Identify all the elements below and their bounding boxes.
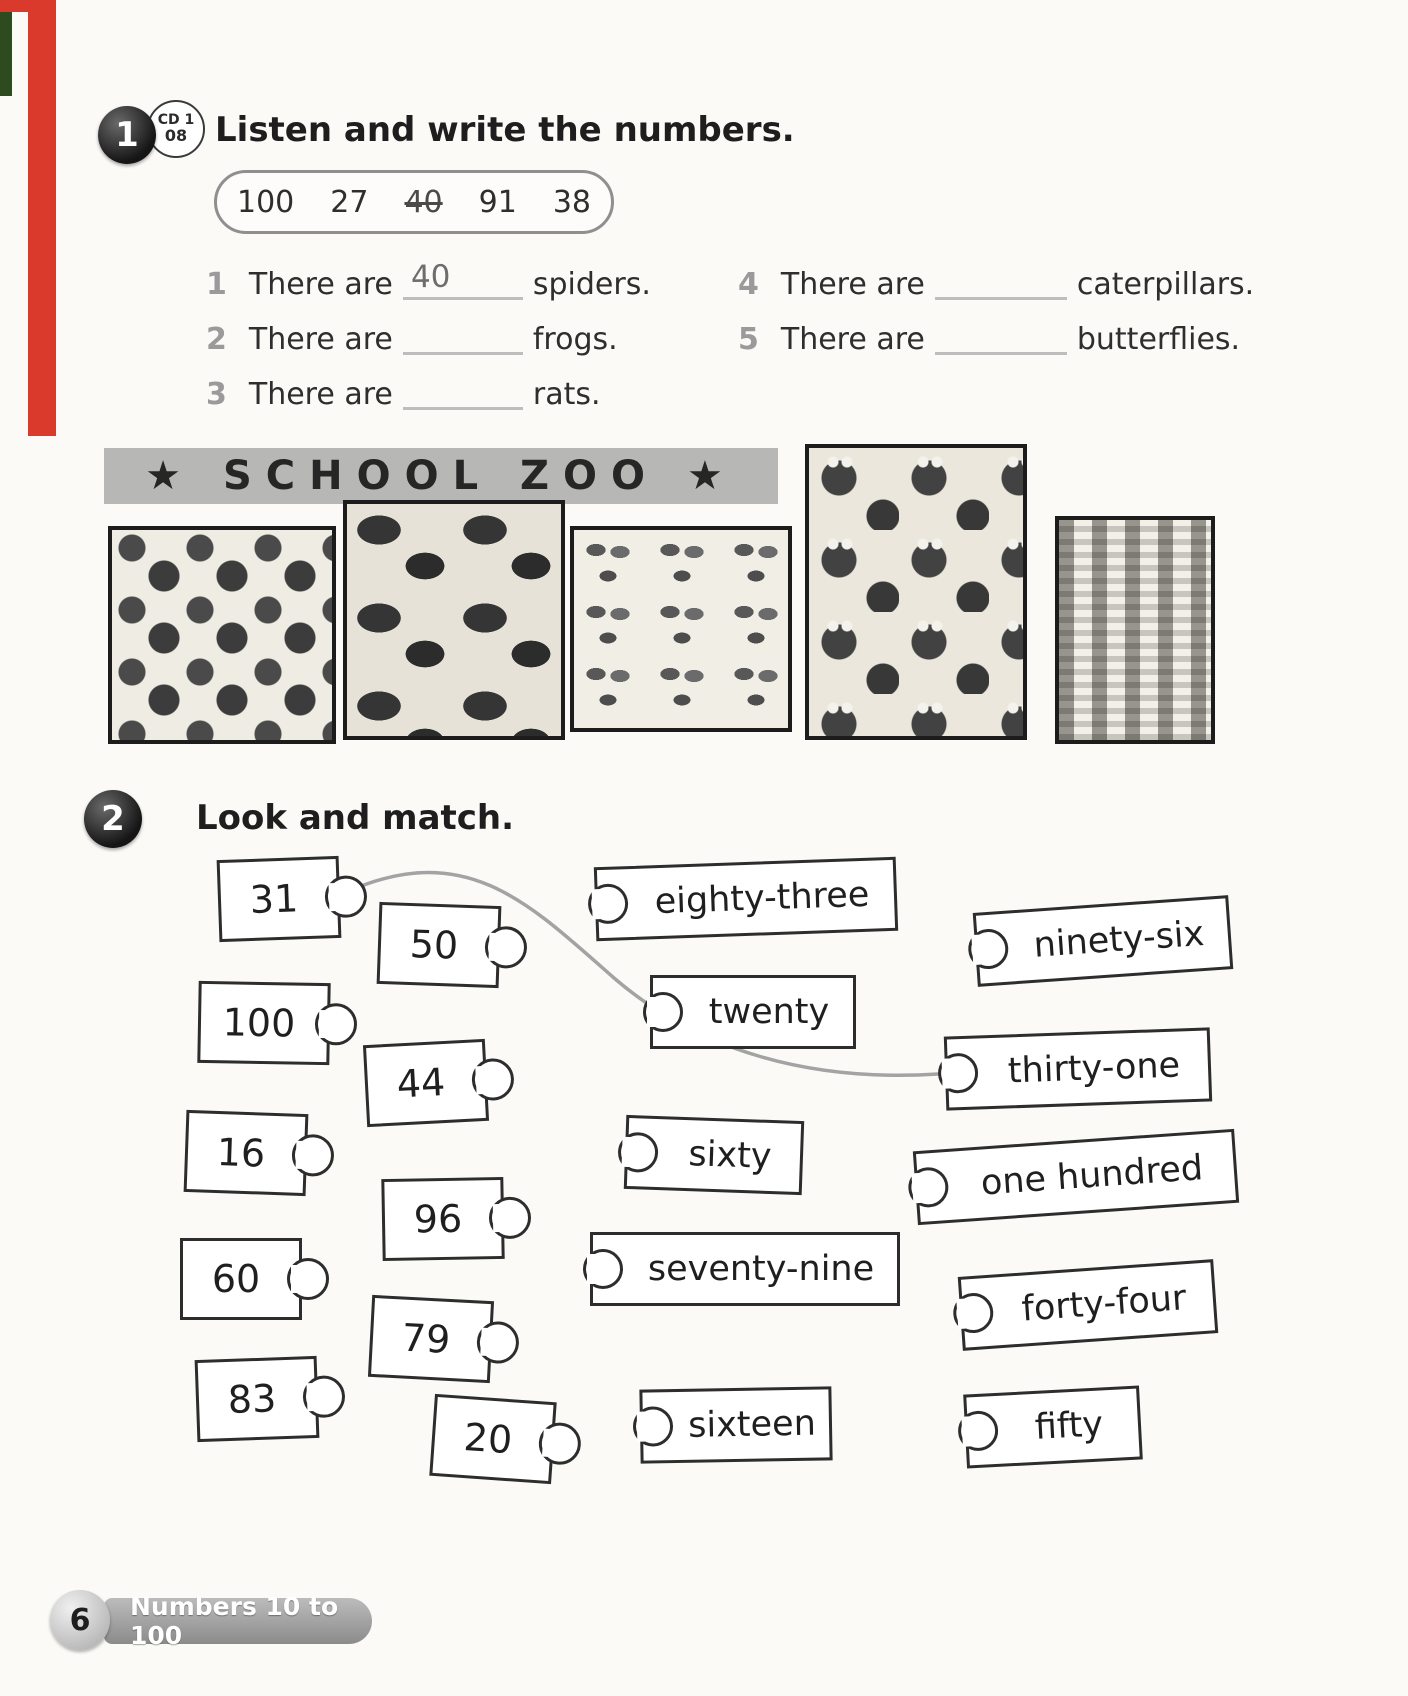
word-piece-fifty[interactable] [963,1385,1143,1468]
question-text: frogs. [532,322,618,357]
word-piece-label: fifty [1033,1404,1105,1448]
zoo-banner-text: ★ SCHOOL ZOO ★ [145,453,737,499]
footer-bar [104,1592,372,1650]
number-piece-20[interactable] [429,1394,556,1484]
question-text: There are [248,267,393,302]
zoo-banner [104,448,778,504]
word-piece-forty-four[interactable] [958,1259,1219,1351]
question-text: caterpillars. [1076,267,1255,302]
question-number: 5 [738,322,759,357]
question-5 [738,319,1240,357]
question-number: 3 [206,377,227,412]
word-bank-number: 27 [330,184,369,220]
page-number-label: 6 [69,1602,91,1638]
number-piece-79[interactable] [368,1295,494,1383]
number-piece-44[interactable] [363,1039,489,1127]
exercise-1-number: 1 [115,115,139,155]
page-edge-green [0,0,12,96]
number-piece-label: 60 [211,1257,261,1301]
answer-blank-3[interactable] [403,374,523,410]
cd-icon [147,100,205,158]
answer-blank-4[interactable] [935,264,1067,300]
rats-image [343,500,565,740]
word-piece-label: ninety-six [1032,913,1206,966]
number-piece-label: 79 [400,1315,452,1362]
number-piece-label: 20 [462,1415,514,1463]
number-piece-label: 50 [409,921,459,968]
page-edge-red-top [0,0,28,12]
number-piece-96[interactable] [381,1177,504,1261]
exercise-1-badge [98,106,156,164]
question-number: 2 [206,322,227,357]
word-bank [214,170,614,234]
question-text: rats. [532,377,601,412]
answer-blank-5[interactable] [935,319,1067,355]
handwritten-answer: 40 [410,258,451,296]
question-text: spiders. [532,267,651,302]
number-piece-50[interactable] [377,902,502,988]
number-piece-label: 100 [222,1000,296,1046]
cd-track-number: 08 [164,125,188,145]
word-piece-label: thirty-one [1007,1045,1181,1092]
question-text: There are [780,322,925,357]
number-piece-label: 31 [249,876,299,923]
exercise-2-number: 2 [101,799,125,839]
word-bank-number: 38 [552,184,591,220]
word-piece-label: one hundred [979,1148,1205,1204]
spiders-image [108,526,336,744]
answer-blank-2[interactable] [403,319,523,355]
number-piece-31[interactable] [217,856,342,942]
word-piece-label: sixteen [687,1403,817,1446]
number-piece-16[interactable] [184,1110,309,1196]
zoo-scene [100,444,1222,750]
question-4 [738,264,1254,302]
word-bank-number-crossed-out: 40 [404,184,443,220]
number-piece-label: 96 [413,1196,463,1242]
word-piece-thirty-one[interactable] [944,1027,1212,1110]
number-piece-60[interactable] [180,1238,302,1320]
word-piece-one-hundred[interactable] [913,1129,1239,1225]
word-piece-seventy-nine[interactable] [590,1232,900,1306]
number-piece-label: 44 [395,1060,447,1107]
butterflies-image [570,526,792,732]
question-text: There are [780,267,925,302]
question-2 [206,319,618,357]
number-piece-83[interactable] [195,1356,320,1442]
word-piece-label: sixty [687,1134,773,1177]
question-number: 4 [738,267,759,302]
number-piece-label: 16 [216,1129,266,1176]
footer-label: Numbers 10 to 100 [130,1592,339,1650]
question-text: butterflies. [1076,322,1241,357]
question-1 [206,258,651,302]
word-piece-twenty[interactable] [650,975,856,1049]
word-bank-number: 100 [236,184,295,220]
word-piece-sixty[interactable] [624,1115,804,1195]
word-piece-label: seventy-nine [647,1249,875,1289]
exercise-2-badge [84,790,142,848]
page-edge-red [28,0,56,436]
exercise-2-title: Look and match. [196,798,515,838]
page-number [50,1590,110,1650]
word-piece-ninety-six[interactable] [973,895,1234,987]
cd-label: CD 1 [157,112,195,129]
word-piece-label: forty-four [1020,1278,1188,1330]
question-text: There are [248,377,393,412]
word-piece-sixteen[interactable] [639,1386,832,1463]
word-piece-label: eighty-three [653,874,870,923]
question-text: There are [248,322,393,357]
answer-blank-1[interactable] [403,258,523,300]
word-piece-label: twenty [708,992,830,1032]
number-piece-label: 83 [227,1376,277,1423]
number-piece-100[interactable] [197,981,330,1065]
question-3 [206,374,601,412]
word-bank-number: 91 [478,184,517,220]
word-piece-eighty-three[interactable] [594,857,898,941]
exercise-1-title: Listen and write the numbers. [215,110,795,150]
question-number: 1 [206,267,227,302]
caterpillars-image [1055,516,1215,744]
frogs-image [805,444,1027,740]
